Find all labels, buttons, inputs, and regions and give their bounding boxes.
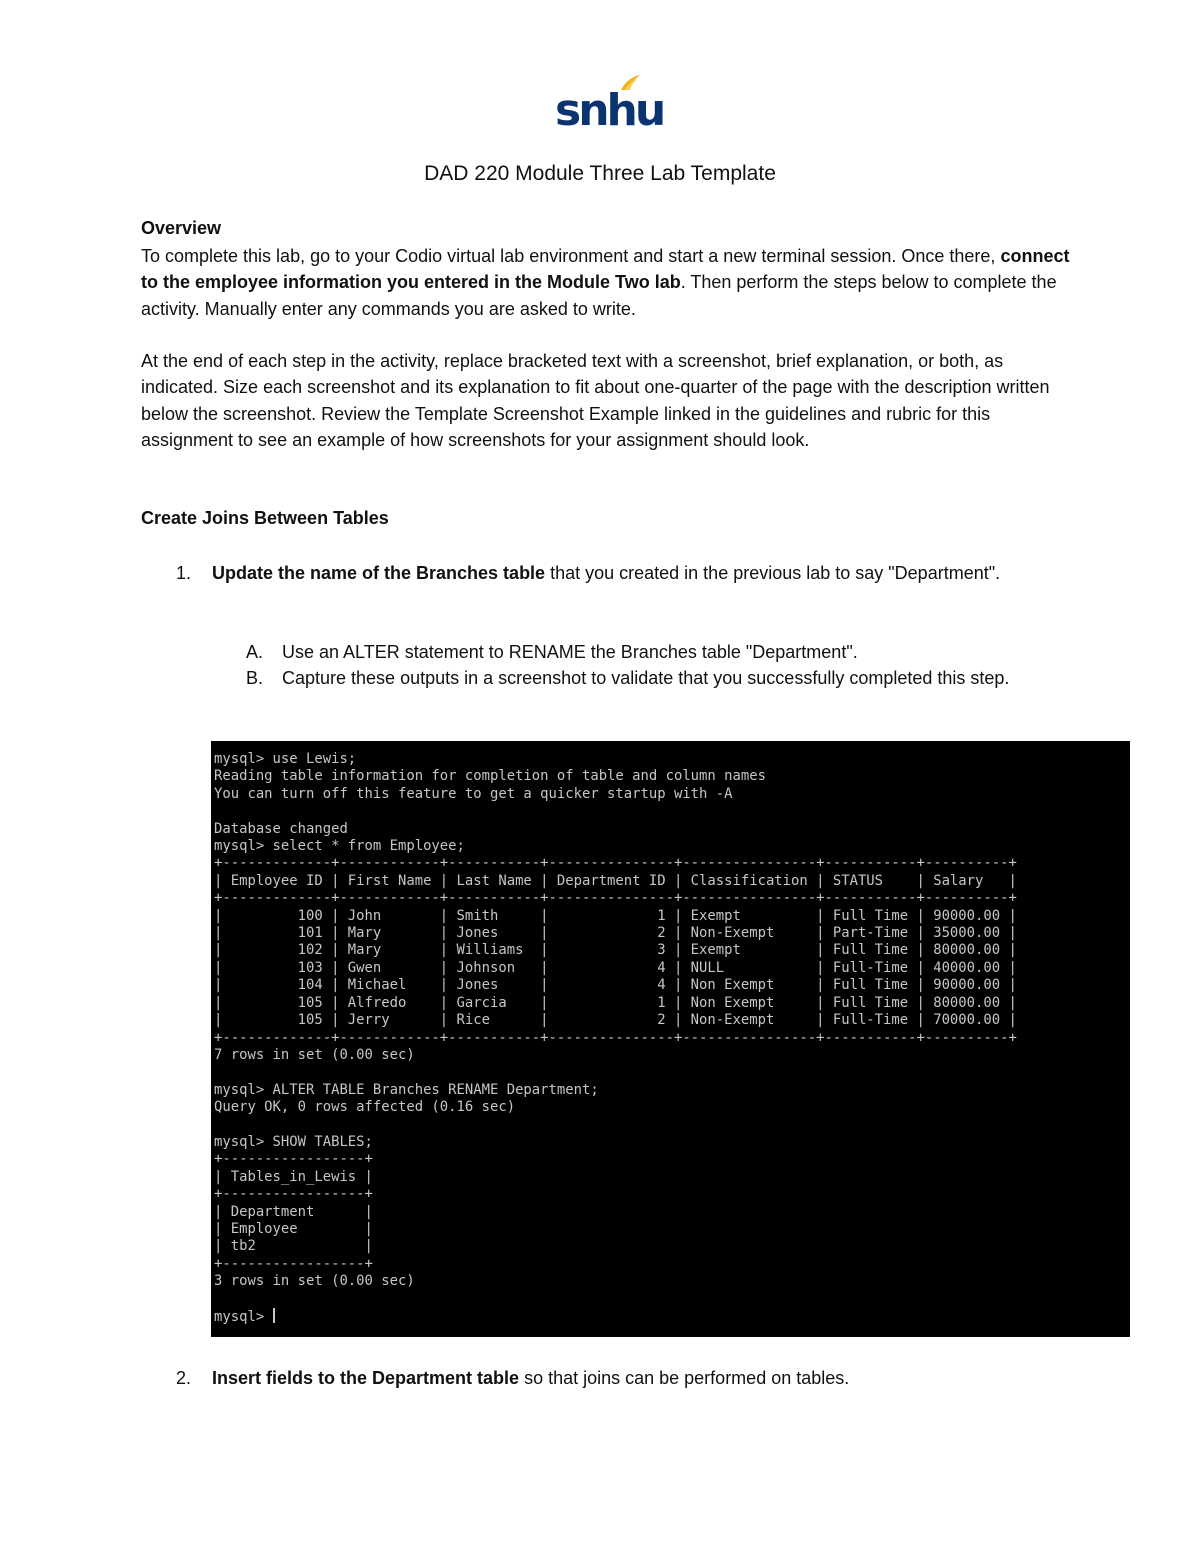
- terminal-line: +-----------------+: [214, 1255, 373, 1272]
- section-heading: Create Joins Between Tables: [141, 508, 389, 528]
- terminal-line: +-------------+------------+-----------+---------------+----------------+-----------+----------+: [214, 1029, 1017, 1046]
- terminal-screenshot: [211, 741, 1130, 1337]
- overview-paragraph-1: [141, 243, 1071, 322]
- terminal-line: Database changed: [214, 820, 348, 837]
- terminal-line: | Department |: [214, 1203, 373, 1220]
- step-1-number: 1.: [176, 563, 192, 583]
- terminal-line: Reading table information for completion of table and column names: [214, 768, 766, 785]
- terminal-line: 7 rows in set (0.00 sec): [214, 1046, 415, 1063]
- overview-bold-text: connect to the employee information you entered in the Module Two lab: [141, 246, 1070, 293]
- step-1-rest: that you created in the previous lab to say "Department".: [545, 563, 1001, 583]
- terminal-line: Query OK, 0 rows affected (0.16 sec): [214, 1099, 516, 1116]
- terminal-line: | 101 | Mary | Jones | 2 | Non-Exempt | Part-Time | 35000.00 |: [214, 925, 1017, 942]
- step-2-text: [212, 1365, 1012, 1391]
- substep-b-letter: B.: [246, 668, 264, 688]
- terminal-line: | 103 | Gwen | Johnson | 4 | NULL | Full-Time | 40000.00 |: [214, 959, 1017, 976]
- terminal-line: mysql> ALTER TABLE Branches RENAME Department;: [214, 1081, 599, 1098]
- terminal-line: +-----------------+: [214, 1186, 373, 1203]
- substep-b-text: Capture these outputs in a screenshot to validate that you successfully completed this step.: [282, 668, 1010, 688]
- terminal-line: | Tables_in_Lewis |: [214, 1168, 373, 1185]
- overview-heading: Overview: [141, 218, 222, 238]
- terminal-line: 3 rows in set (0.00 sec): [214, 1273, 415, 1290]
- terminal-line: | tb2 |: [214, 1238, 373, 1255]
- step-1-text: [212, 560, 1012, 586]
- step-2-rest: so that joins can be performed on tables.: [519, 1368, 850, 1388]
- terminal-line: | 105 | Alfredo | Garcia | 1 | Non Exempt | Full Time | 80000.00 |: [214, 994, 1017, 1011]
- terminal-line: mysql>: [214, 1309, 273, 1325]
- substep-a-text: Use an ALTER statement to RENAME the Branches table "Department".: [282, 642, 858, 662]
- terminal-line: | Employee |: [214, 1220, 373, 1237]
- step-1-bold: Update the name of the Branches table: [212, 563, 546, 583]
- terminal-line: You can turn off this feature to get a quicker startup with -A: [214, 785, 733, 802]
- terminal-line: | 105 | Jerry | Rice | 2 | Non-Exempt | Full-Time | 70000.00 |: [214, 1012, 1017, 1029]
- snhu-logo: [555, 74, 664, 136]
- terminal-line: | 104 | Michael | Jones | 4 | Non Exempt | Full Time | 90000.00 |: [214, 977, 1017, 994]
- terminal-line: | Employee ID | First Name | Last Name | Department ID | Classification | STATUS | Salary |: [214, 872, 1017, 889]
- terminal-line: mysql> select * from Employee;: [214, 838, 465, 855]
- overview-text-2: . Then perform the steps below to complete the activity. Manually enter any commands you are asked to write.: [141, 272, 1057, 319]
- logo-wordmark: snhu: [555, 85, 664, 136]
- terminal-line: | 102 | Mary | Williams | 3 | Exempt | Full Time | 80000.00 |: [214, 942, 1017, 959]
- terminal-line: +-----------------+: [214, 1151, 373, 1168]
- terminal-cursor: [273, 1308, 275, 1323]
- terminal-output: [214, 751, 1017, 1326]
- page-title: DAD 220 Module Three Lab Template: [424, 162, 776, 185]
- substep-a-letter: A.: [246, 642, 264, 662]
- terminal-line: +-------------+------------+-----------+---------------+----------------+-----------+----------+: [214, 855, 1017, 872]
- terminal-line: mysql> SHOW TABLES;: [214, 1133, 373, 1150]
- terminal-line: mysql> use Lewis;: [214, 751, 357, 767]
- step-2-number: 2.: [176, 1368, 192, 1388]
- terminal-lines: [214, 751, 1017, 1325]
- overview-text-1: To complete this lab, go to your Codio virtual lab environment and start a new terminal session. Once there,: [141, 246, 1001, 266]
- step-2-bold: Insert fields to the Department table: [212, 1368, 520, 1388]
- overview-paragraph-2: At the end of each step in the activity, replace bracketed text with a screenshot, brief explanation, or both, as indicated. Size each screenshot and its explanation to fit about one-quarter of the page with the description written below the screenshot. Review the Template Screenshot Example linked in the guidelines and rubric for this assignment to see an example of how screenshots for your assignment should look.: [141, 351, 1050, 451]
- terminal-line: +-------------+------------+-----------+---------------+----------------+-----------+----------+: [214, 890, 1017, 907]
- terminal-line: | 100 | John | Smith | 1 | Exempt | Full Time | 90000.00 |: [214, 907, 1017, 924]
